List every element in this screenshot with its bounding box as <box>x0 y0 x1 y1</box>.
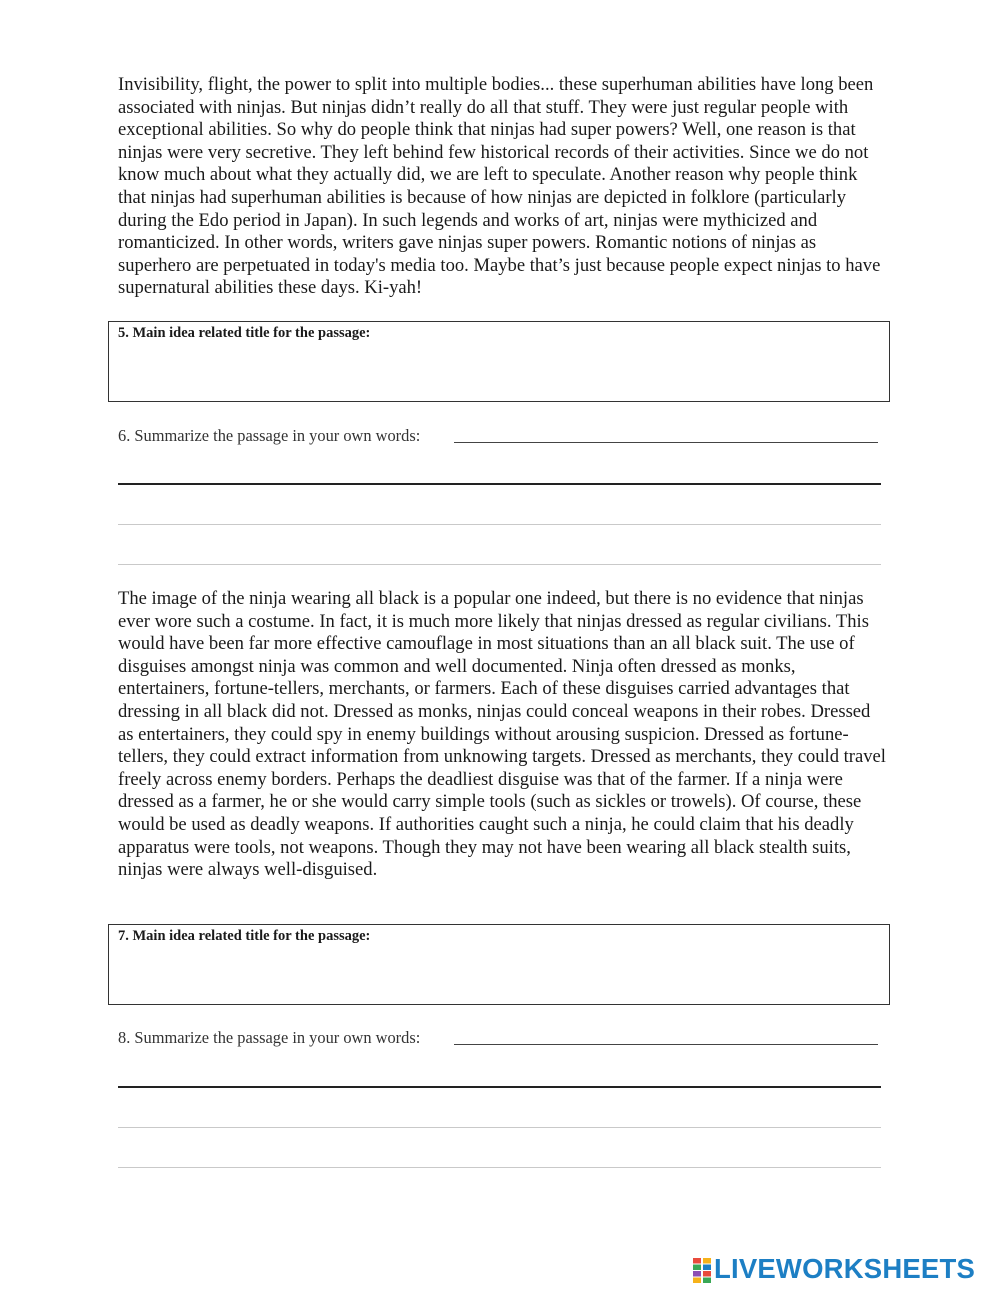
summary-prompt-6 <box>118 426 878 448</box>
main-idea-title-box-7[interactable] <box>108 924 890 1005</box>
reading-passage-1: Invisibility, flight, the power to split into multiple bodies... these superhuman abilities have long been associated with ninjas. But ninjas didn’t really do all that stuff. They were just regular people with exceptional abilities. So why do people think that ninjas had super powers? Well, one reason is that ninjas were very secretive. They left behind few historical records of their activities. Since we do not know much about what they actually did, we are left to speculate. Another reason why people think that ninjas had superhuman abilities is because of how ninjas are depicted in folklore (particularly during the Edo period in Japan). In such legends and works of art, ninjas were mythicized and romanticized. In other words, writers gave ninjas super powers. Romantic notions of ninjas as superhero are perpetuated in today's media too. Maybe that’s just because people expect ninjas to have supernatural abilities these days. Ki-yah! <box>118 74 881 299</box>
summary-answer-line-8[interactable] <box>118 1086 881 1088</box>
main-idea-title-input-7[interactable] <box>117 949 881 998</box>
main-idea-title-label-7: 7. Main idea related title for the passage: <box>118 928 371 944</box>
summary-answer-line-8-first[interactable] <box>454 1044 878 1045</box>
summary-answer-line-6[interactable] <box>118 483 881 485</box>
summary-answer-line-8[interactable] <box>118 1127 881 1128</box>
main-idea-title-box-5[interactable] <box>108 321 890 402</box>
summary-prompt-label-8: 8. Summarize the passage in your own words: <box>118 1028 421 1047</box>
liveworksheets-logo <box>693 1253 993 1286</box>
main-idea-title-input-5[interactable] <box>117 346 881 395</box>
reading-passage-2: The image of the ninja wearing all black is a popular one indeed, but there is no evidence that ninjas ever wore such a costume. In fact, it is much more likely that ninjas dressed as regular civilians. This would have been far more effective camouflage in most situations than an all black suit. The use of disguises amongst ninja was common and well documented. Ninja often dressed as monks, entertainers, fortune-tellers, merchants, or farmers. Each of these disguises carried advantages that dressing in all black did not. Dressed as monks, ninjas could conceal weapons in their robes. Dressed as entertainers, they could spy in enemy buildings without arousing suspicion. Dressed as fortune-tellers, they could extract information from unknowing targets. Dressed as merchants, they could travel freely across enemy borders. Perhaps the deadliest disguise was that of the farmer. If a ninja were dressed as a farmer, he or she would carry simple tools (such as sickles or trowels). Of course, these would be used as deadly weapons. If authorities caught such a ninja, he could claim that his deadly apparatus were tools, not weapons. Though they may not have been wearing all black stealth suits, ninjas were always well-disguised. <box>118 588 886 881</box>
liveworksheets-logo-icon <box>693 1258 711 1283</box>
summary-answer-line-6[interactable] <box>118 524 881 525</box>
summary-answer-line-6[interactable] <box>118 564 881 565</box>
liveworksheets-logo-text: LIVEWORKSHEETS <box>714 1253 976 1284</box>
main-idea-title-label-5: 5. Main idea related title for the passage: <box>118 325 371 341</box>
summary-answer-line-8[interactable] <box>118 1167 881 1168</box>
summary-prompt-label-6: 6. Summarize the passage in your own words: <box>118 426 421 445</box>
summary-prompt-8 <box>118 1028 878 1050</box>
summary-answer-line-6-first[interactable] <box>454 442 878 443</box>
